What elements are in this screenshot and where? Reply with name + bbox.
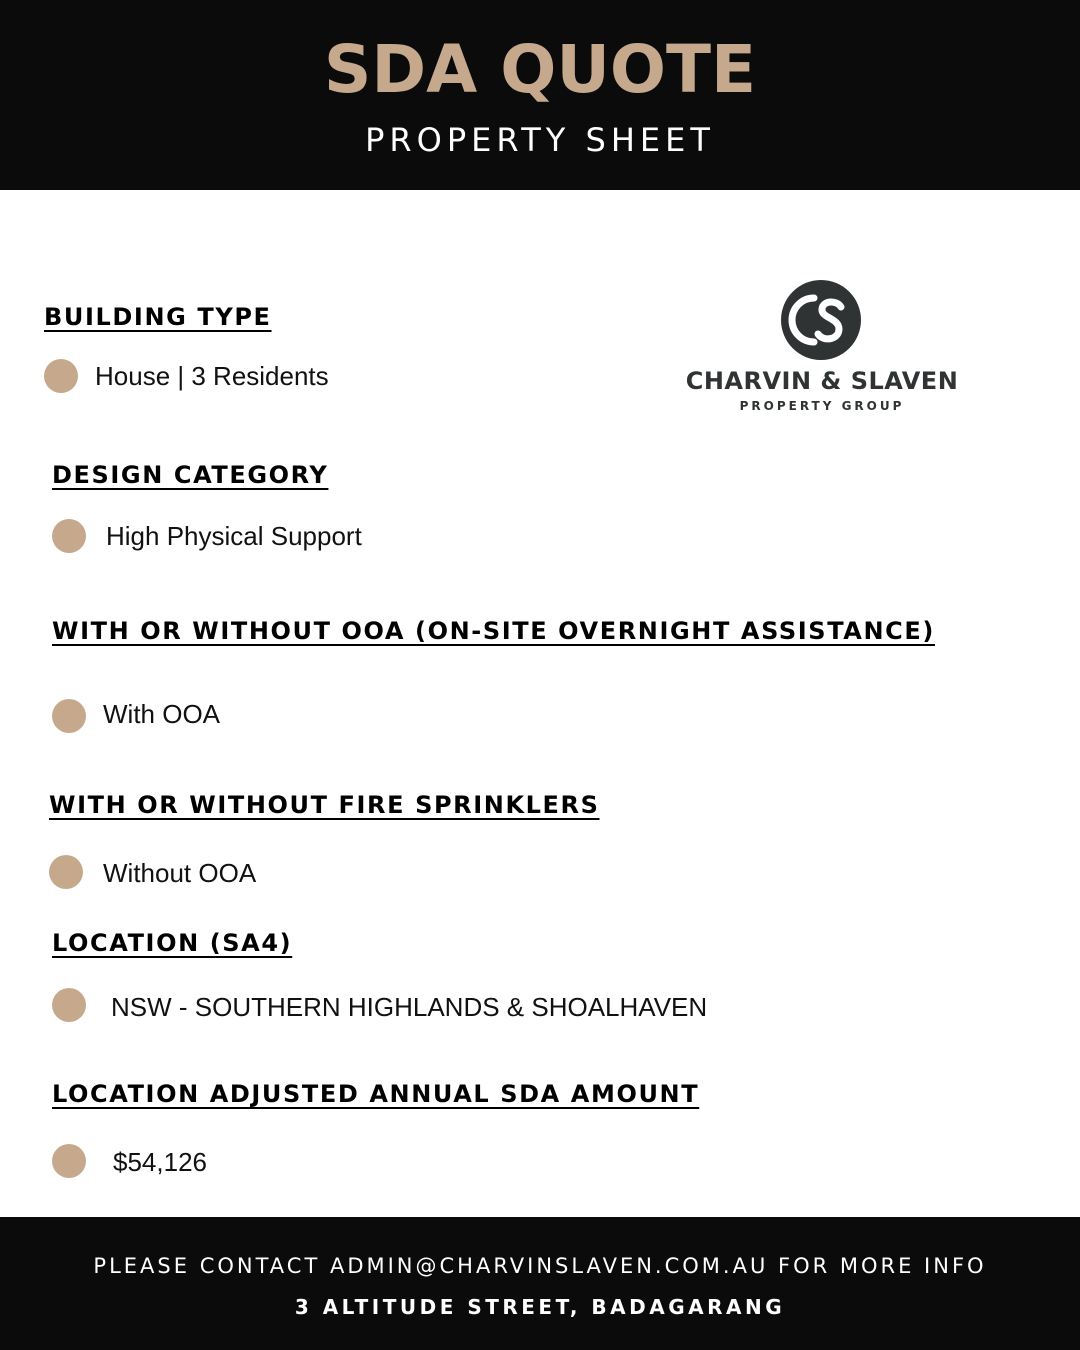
design-category-heading: DESIGN CATEGORY bbox=[52, 461, 329, 489]
ooa-value: With OOA bbox=[103, 699, 221, 729]
logo-company-name: CHARVIN & SLAVEN bbox=[685, 367, 959, 395]
footer-contact: PLEASE CONTACT ADMIN@CHARVINSLAVEN.COM.AU FOR MORE INFO bbox=[93, 1254, 987, 1278]
fire-sprinklers-value: Without OOA bbox=[103, 858, 257, 888]
page-subtitle: PROPERTY SHEET bbox=[365, 121, 715, 159]
bullet-dot-icon bbox=[49, 855, 83, 889]
bullet-dot-icon bbox=[52, 519, 86, 553]
sda-amount-heading: LOCATION ADJUSTED ANNUAL SDA AMOUNT bbox=[52, 1080, 700, 1108]
design-category-value: High Physical Support bbox=[106, 521, 362, 551]
fire-sprinklers-heading: WITH OR WITHOUT FIRE SPRINKLERS bbox=[49, 791, 600, 819]
page-title: SDA QUOTE bbox=[323, 31, 757, 108]
bullet-dot-icon bbox=[52, 1144, 86, 1178]
location-heading: LOCATION (SA4) bbox=[52, 929, 293, 957]
cs-logo-icon bbox=[781, 280, 861, 360]
building-type-heading: BUILDING TYPE bbox=[44, 303, 272, 331]
company-logo bbox=[680, 276, 964, 426]
footer-banner bbox=[0, 1217, 1080, 1350]
sda-amount-value: $54,126 bbox=[113, 1147, 207, 1177]
ooa-heading: WITH OR WITHOUT OOA (ON-SITE OVERNIGHT ASSISTANCE) bbox=[52, 617, 935, 645]
bullet-dot-icon bbox=[52, 988, 86, 1022]
logo-tagline: PROPERTY GROUP bbox=[739, 399, 905, 413]
bullet-dot-icon bbox=[52, 699, 86, 733]
footer-address: 3 ALTITUDE STREET, BADAGARANG bbox=[294, 1295, 786, 1319]
bullet-dot-icon bbox=[44, 359, 78, 393]
building-type-value: House | 3 Residents bbox=[95, 361, 329, 391]
header-banner bbox=[0, 0, 1080, 190]
location-value: NSW - SOUTHERN HIGHLANDS & SHOALHAVEN bbox=[111, 992, 708, 1022]
